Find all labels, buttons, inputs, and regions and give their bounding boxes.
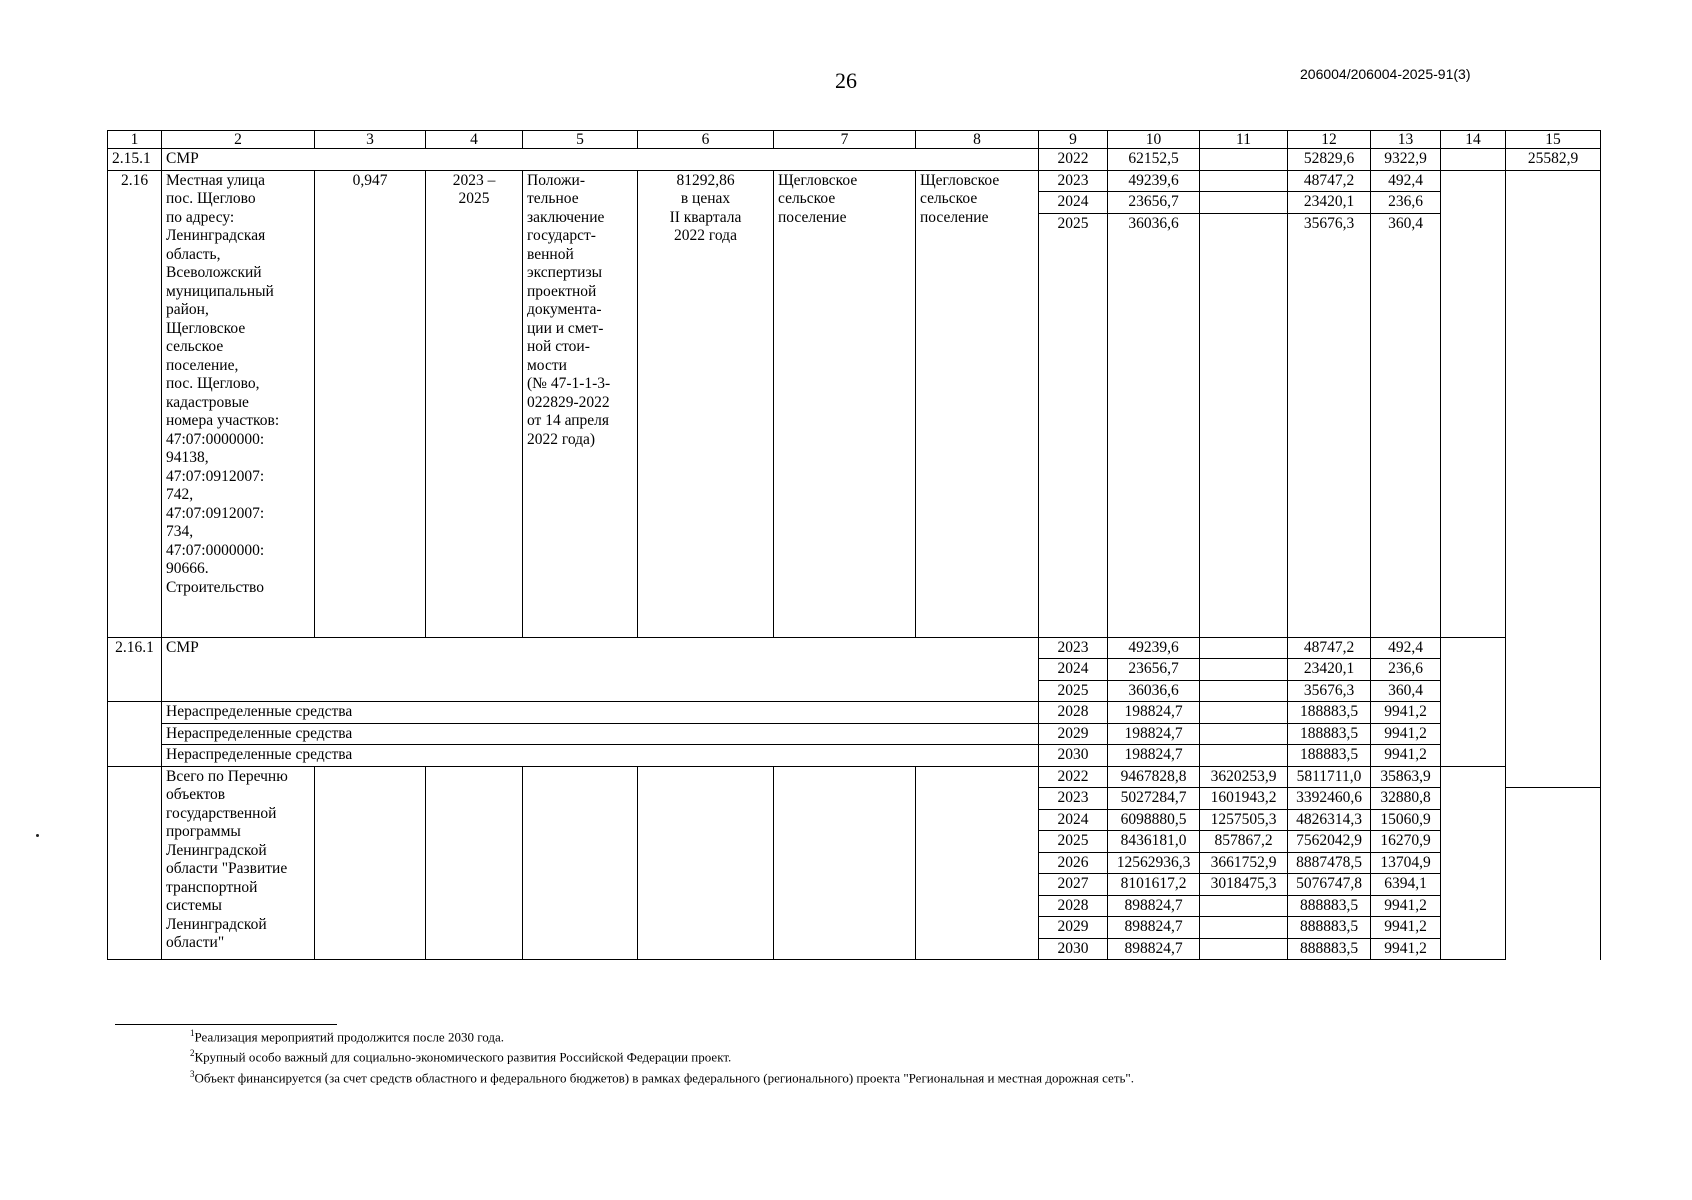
year-cell: 2024 [1039,809,1108,831]
local-amount-cell: 9941,2 [1371,895,1441,917]
empty-cell [916,766,1039,960]
year-cell: 2029 [1039,723,1108,745]
item-name: СМР [162,149,1039,171]
federal-amount-cell [1200,192,1288,214]
federal-amount-cell [1200,917,1288,939]
total-amount-cell: 49239,6 [1108,170,1200,192]
row-number: 2.16.1 [108,637,162,702]
local-amount-cell: 492,4 [1371,170,1441,192]
year-cell: 2023 [1039,788,1108,810]
local-amount-cell: 15060,9 [1371,809,1441,831]
total-amount-cell: 898824,7 [1108,895,1200,917]
federal-amount-cell: 1257505,3 [1200,809,1288,831]
period-cell: 2023 – 2025 [426,170,523,637]
total-amount-cell: 36036,6 [1108,680,1200,702]
federal-amount-cell [1200,149,1288,171]
total-amount-cell: 198824,7 [1108,745,1200,767]
object-description: Местная улица пос. Щеглово по адресу: Ленинградская область, Всеволожский муниципальный район, Щегловское сельское поселение, пос. Щеглово, кадастровые номера участков: 47:07:0000000: 94138, 47:07:0912007: 742, 47:07:0912007: 734, 47:07:0000000: 90666. Строительство [162,170,315,637]
row-number: 2.16 [108,170,162,637]
column-number: 13 [1371,131,1441,149]
other-amount-cell [1441,766,1506,960]
year-cell: 2022 [1039,149,1108,171]
total-amount-cell: 23656,7 [1108,192,1200,214]
regional-amount-cell: 5811711,0 [1288,766,1371,788]
year-cell: 2028 [1039,895,1108,917]
empty-cell [523,766,638,960]
column-number: 12 [1288,131,1371,149]
federal-amount-cell [1200,170,1288,192]
local-amount-cell: 35863,9 [1371,766,1441,788]
footnote-3: $^3$Объект финансируется (за счет средств областного и федерального бюджетов) в рамках федерального (регионального) проекта "Региональная и местная дорожная сеть". [190,1068,1134,1085]
local-amount-cell: 9941,2 [1371,917,1441,939]
year-cell: 2030 [1039,745,1108,767]
other-amount-cell [1441,149,1506,171]
federal-amount-cell [1200,637,1288,659]
federal-amount-cell: 3018475,3 [1200,874,1288,896]
length-cell: 0,947 [315,170,426,637]
column-number: 8 [916,131,1039,149]
empty-cell [638,766,774,960]
local-amount-cell: 32880,8 [1371,788,1441,810]
column-number: 14 [1441,131,1506,149]
regional-amount-cell: 52829,6 [1288,149,1371,171]
regional-amount-cell: 188883,5 [1288,702,1371,724]
column-number-row [108,131,1601,149]
page-number: 26 [835,68,857,93]
column-number: 2 [162,131,315,149]
year-cell: 2027 [1039,874,1108,896]
empty-cell [315,766,426,960]
local-amount-cell: 492,4 [1371,637,1441,659]
year-cell: 2023 [1039,637,1108,659]
row-number [108,702,162,767]
regional-amount-cell: 8887478,5 [1288,852,1371,874]
regional-amount-cell: 48747,2 [1288,637,1371,659]
total-label: Всего по Перечню объектов государственной программы Ленинградской области "Развитие транспортной системы Ленинградской области" [162,766,315,960]
federal-amount-cell [1200,680,1288,702]
federal-amount-cell [1200,702,1288,724]
cost-cell: 81292,86 в ценах II квартала 2022 года [638,170,774,637]
table-row-2-16 [108,170,1601,192]
year-cell: 2024 [1039,659,1108,681]
regional-amount-cell: 888883,5 [1288,917,1371,939]
other-amount-cell [1441,170,1506,637]
local-amount-cell: 16270,9 [1371,831,1441,853]
regional-amount-cell: 23420,1 [1288,192,1371,214]
local-amount-cell: 9322,9 [1371,149,1441,171]
total-row [108,766,1601,788]
total-amount-cell: 198824,7 [1108,723,1200,745]
empty-cell [426,766,523,960]
local-amount-cell: 9941,2 [1371,745,1441,767]
federal-amount-cell [1200,745,1288,767]
unallocated-row [108,745,1601,767]
column-number: 1 [108,131,162,149]
federal-amount-cell [1200,213,1288,637]
other-amount-cell [1441,637,1506,766]
total-amount-cell: 49239,6 [1108,637,1200,659]
scan-speck [36,834,39,837]
column-number: 5 [523,131,638,149]
column-number: 4 [426,131,523,149]
col15-empty-cell [1506,170,1601,788]
local-amount-cell: 9941,2 [1371,723,1441,745]
total-amount-cell: 5027284,7 [1108,788,1200,810]
federal-amount-cell: 857867,2 [1200,831,1288,853]
local-amount-cell: 236,6 [1371,192,1441,214]
total-amount-cell: 898824,7 [1108,917,1200,939]
regional-amount-cell: 5076747,8 [1288,874,1371,896]
year-cell: 2026 [1039,852,1108,874]
total-amount-cell: 36036,6 [1108,213,1200,637]
year-cell: 2025 [1039,831,1108,853]
federal-amount-cell: 1601943,2 [1200,788,1288,810]
local-amount-cell: 6394,1 [1371,874,1441,896]
unallocated-row [108,723,1601,745]
document-id: 206004/206004-2025-91(3) [1300,66,1471,82]
row-number: 2.15.1 [108,149,162,171]
year-cell: 2024 [1039,192,1108,214]
total-amount-cell: 12562936,3 [1108,852,1200,874]
federal-amount-cell [1200,659,1288,681]
total-amount-cell: 198824,7 [1108,702,1200,724]
local-amount-cell: 13704,9 [1371,852,1441,874]
total-amount-cell: 8436181,0 [1108,831,1200,853]
item-name: Нераспределенные средства [162,745,1039,767]
item-name: Нераспределенные средства [162,702,1039,724]
customer-cell: Щегловское сельское поселение [774,170,916,637]
local-amount-cell: 9941,2 [1371,938,1441,960]
table-row-2-16-1 [108,637,1601,659]
federal-amount-cell [1200,895,1288,917]
local-amount-cell: 9941,2 [1371,702,1441,724]
regional-amount-cell: 48747,2 [1288,170,1371,192]
empty-cell [774,766,916,960]
column-number: 15 [1506,131,1601,149]
regional-amount-cell: 35676,3 [1288,213,1371,637]
regional-amount-cell: 3392460,6 [1288,788,1371,810]
total-amount-cell: 6098880,5 [1108,809,1200,831]
regional-amount-cell: 188883,5 [1288,723,1371,745]
regional-amount-cell: 7562042,9 [1288,831,1371,853]
item-name: СМР [162,637,1039,702]
federal-amount-cell [1200,723,1288,745]
year-cell: 2029 [1039,917,1108,939]
federal-amount-cell: 3620253,9 [1200,766,1288,788]
recipient-cell: Щегловское сельское поселение [916,170,1039,637]
regional-amount-cell: 23420,1 [1288,659,1371,681]
regional-amount-cell: 188883,5 [1288,745,1371,767]
total-amount-cell: 62152,5 [1108,149,1200,171]
column-number: 10 [1108,131,1200,149]
funding-table [107,130,1601,960]
year-cell: 2022 [1039,766,1108,788]
local-amount-cell: 236,6 [1371,659,1441,681]
year-cell: 2028 [1039,702,1108,724]
total-amount-cell: 23656,7 [1108,659,1200,681]
footnote-1: $^1$Реализация мероприятий продолжится после 2030 года. [190,1028,504,1045]
column-number: 6 [638,131,774,149]
column-number: 9 [1039,131,1108,149]
total-amount-cell: 8101617,2 [1108,874,1200,896]
column-number: 7 [774,131,916,149]
year-cell: 2025 [1039,680,1108,702]
total-amount-cell: 9467828,8 [1108,766,1200,788]
item-name: Нераспределенные средства [162,723,1039,745]
column-number: 3 [315,131,426,149]
footnotes [190,1025,1134,1086]
column-number: 11 [1200,131,1288,149]
year-cell: 2025 [1039,213,1108,637]
footnote-2: $^2$Крупный особо важный для социально-экономического развития Российской Федерации проект. [190,1048,732,1065]
federal-amount-cell [1200,938,1288,960]
expertise-cell: Положи- тельное заключение государст- венной экспертизы проектной документа- ции и смет- ной стои- мости (№ 47-1-1-3- 022829-2022 от 14 апреля 2022 года) [523,170,638,637]
local-amount-cell: 360,4 [1371,213,1441,637]
unallocated-row [108,702,1601,724]
regional-amount-cell: 35676,3 [1288,680,1371,702]
year-cell: 2030 [1039,938,1108,960]
federal-amount-cell: 3661752,9 [1200,852,1288,874]
col15-value-cell: 25582,9 [1506,149,1601,171]
regional-amount-cell: 888883,5 [1288,895,1371,917]
local-amount-cell: 360,4 [1371,680,1441,702]
regional-amount-cell: 4826314,3 [1288,809,1371,831]
regional-amount-cell: 888883,5 [1288,938,1371,960]
row-number [108,766,162,960]
year-cell: 2023 [1039,170,1108,192]
total-amount-cell: 898824,7 [1108,938,1200,960]
table-row-2-15-1 [108,149,1601,171]
